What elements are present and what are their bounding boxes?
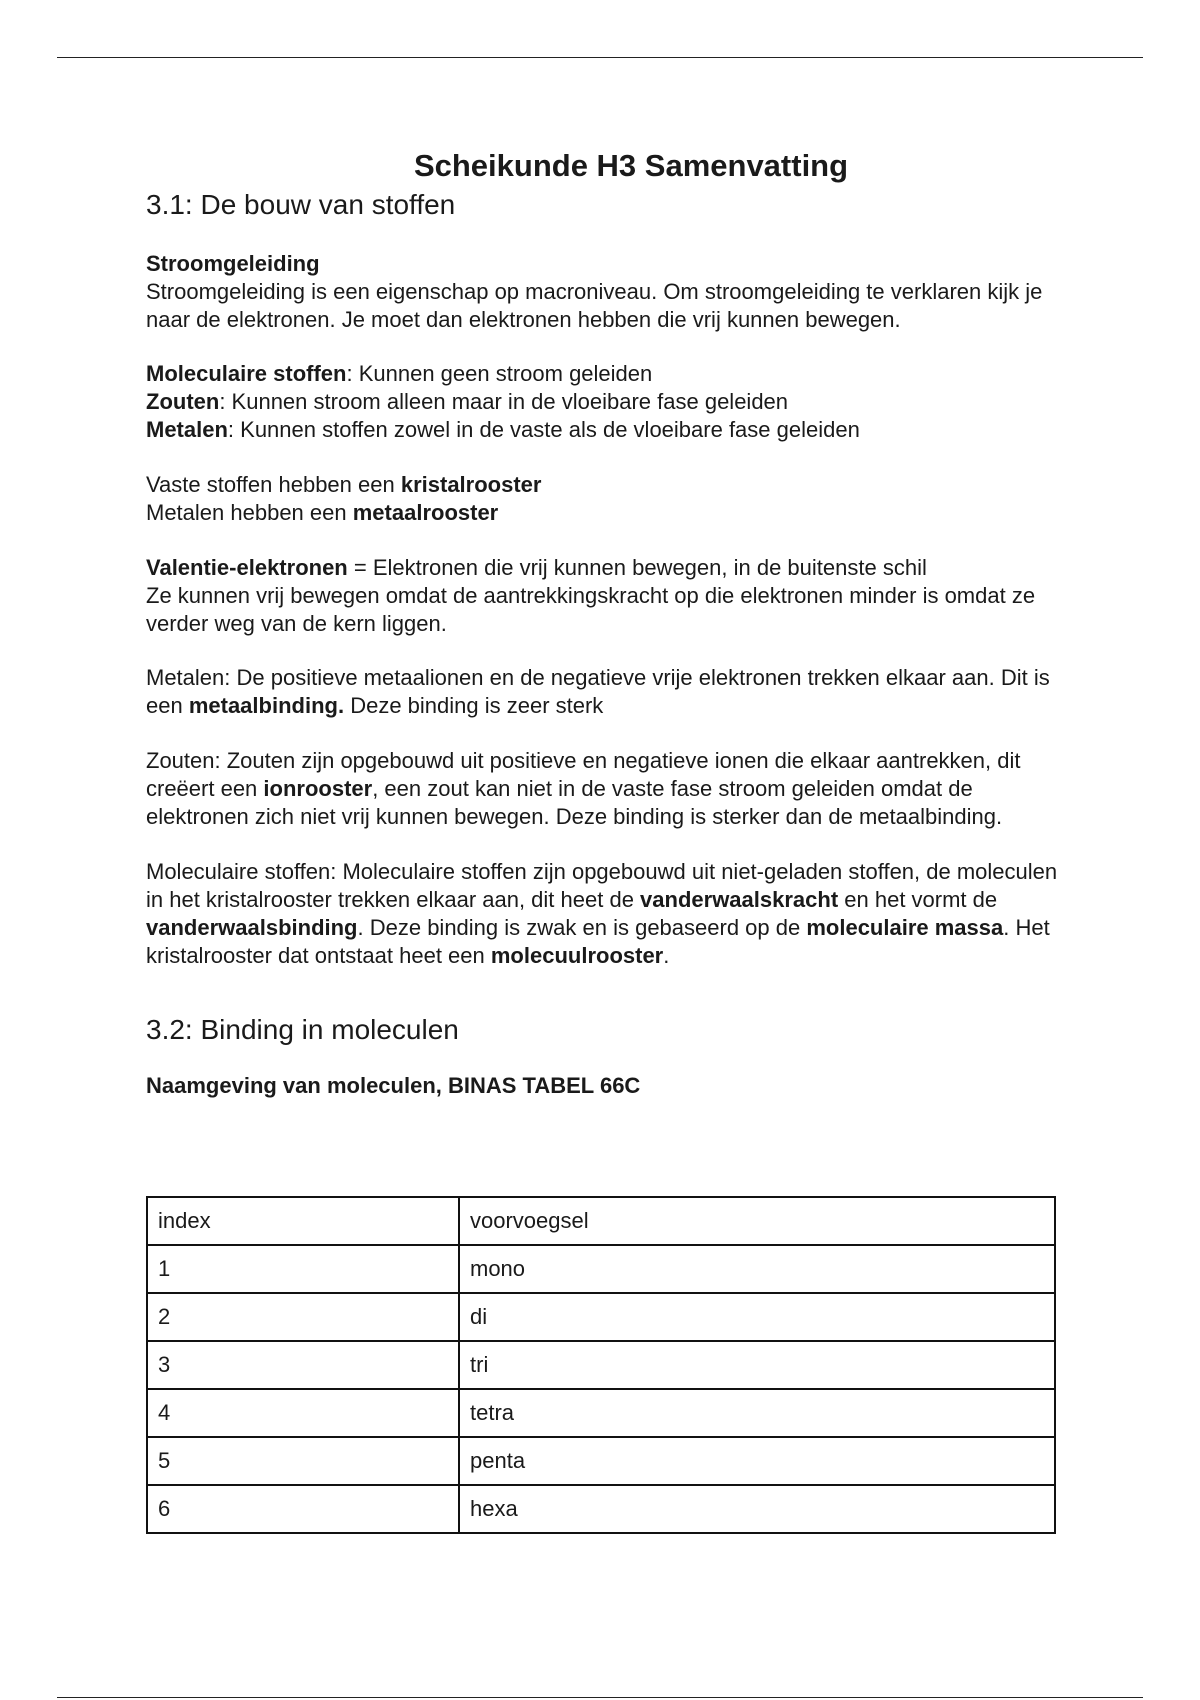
table-row [147,1485,1055,1533]
prefix-cell: penta [459,1437,1055,1485]
table-row [147,1293,1055,1341]
page-title: Scheikunde H3 Samenvatting [413,148,849,183]
column-header-voorvoegsel: voorvoegsel [459,1197,1055,1245]
index-cell: 4 [147,1389,459,1437]
moleculaire-stoffen-paragraph: Moleculaire stoffen: Moleculaire stoffen zijn opgebouwd uit niet-geladen stoffen, de moleculen in het kristalrooster trekken elkaar aan, dit heet de vanderwaalskracht en het vormt de vanderwaalsbinding. Deze binding is zwak en is gebaseerd op de moleculaire massa. Het kristalrooster dat ontstaat heet een molecuulrooster. [146,859,1058,968]
document-body [146,145,1066,1100]
prefix-table [146,1196,1056,1534]
prefix-cell: tri [459,1341,1055,1389]
stroomgeleiding-text: Stroomgeleiding is een eigenschap op macroniveau. Om stroomgeleiding te verklaren kijk je naar de elektronen. Je moet dan elektronen hebben die vrij kunnen bewegen. [146,279,1043,332]
column-header-index: index [147,1197,459,1245]
definition-moleculaire-stoffen: Moleculaire stoffen: Kunnen geen stroom geleiden [146,361,653,386]
table-row [147,1245,1055,1293]
definition-zouten: Zouten: Kunnen stroom alleen maar in de vloeibare fase geleiden [146,389,789,414]
prefix-cell: di [459,1293,1055,1341]
naamgeving-subheading: Naamgeving van moleculen, BINAS TABEL 66C [146,1073,641,1098]
index-cell: 2 [147,1293,459,1341]
section-heading-3-1: 3.1: De bouw van stoffen [146,189,456,220]
zouten-paragraph: Zouten: Zouten zijn opgebouwd uit positieve en negatieve ionen die elkaar aantrekken, dit creëert een ionrooster, een zout kan niet in de vaste fase stroom geleiden omdat de elektronen zich niet vrij kunnen bewegen. Deze binding is sterker dan de metaalbinding. [146,748,1021,829]
metaalrooster-line: Metalen hebben een metaalrooster [146,500,499,525]
prefix-cell: hexa [459,1485,1055,1533]
index-cell: 6 [147,1485,459,1533]
table-row [147,1341,1055,1389]
kristalrooster-line: Vaste stoffen hebben een kristalrooster [146,472,542,497]
index-cell: 5 [147,1437,459,1485]
stroomgeleiding-title: Stroomgeleiding [146,251,320,276]
table-row [147,1389,1055,1437]
bottom-rule [57,1697,1143,1698]
prefix-cell: tetra [459,1389,1055,1437]
metalen-paragraph: Metalen: De positieve metaalionen en de negatieve vrije elektronen trekken elkaar aan. Dit is een metaalbinding. Deze binding is zeer sterk [146,665,1050,718]
valentie-text: Ze kunnen vrij bewegen omdat de aantrekkingskracht op die elektronen minder is omdat ze verder weg van de kern liggen. [146,583,1036,636]
definition-metalen: Metalen: Kunnen stoffen zowel in de vaste als de vloeibare fase geleiden [146,417,860,442]
section-heading-3-2: 3.2: Binding in moleculen [146,1014,459,1045]
index-cell: 3 [147,1341,459,1389]
valentie-definition: Valentie-elektronen = Elektronen die vrij kunnen bewegen, in de buitenste schil [146,555,927,580]
table-header-row [147,1197,1055,1245]
prefix-cell: mono [459,1245,1055,1293]
table-row [147,1437,1055,1485]
index-cell: 1 [147,1245,459,1293]
top-rule [57,57,1143,58]
